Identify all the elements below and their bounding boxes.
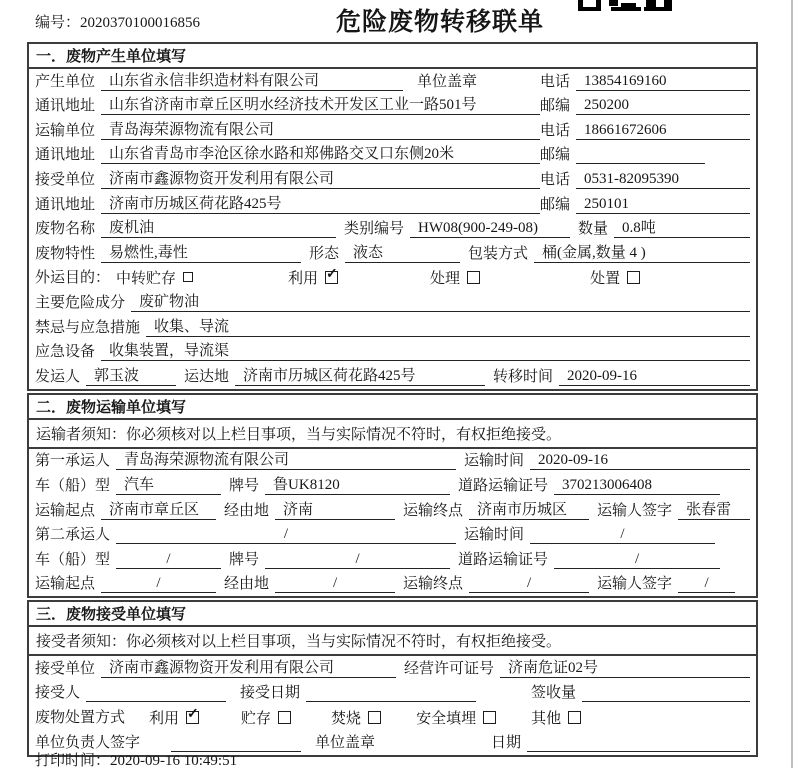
unit-seal-label: 单位盖章 <box>315 734 376 751</box>
license-value: 济南危证02号 <box>500 656 750 678</box>
purpose-option-utilize <box>288 267 338 288</box>
purpose-option-transfer <box>116 267 193 288</box>
receiver-notice: 接受者须知：你必须核对以上栏目事项，当与实际情况不符时，有权拒绝接受。 <box>29 627 756 656</box>
packing-value: 桶(金属,数量 4 ) <box>534 241 750 263</box>
destination-value: 济南市历城区荷花路425号 <box>235 364 485 386</box>
disposal-option-label: 焚烧 <box>331 711 362 728</box>
transporter-address-label: 通讯地址 <box>35 147 96 164</box>
transporter-phone-value: 18661672606 <box>576 122 750 140</box>
row-receiver <box>29 167 756 192</box>
receiver-address-value: 济南市历城区荷花路425号 <box>101 192 540 214</box>
route2-via-value: / <box>275 575 395 593</box>
row-producer <box>29 69 756 94</box>
disposal-option-label: 其他 <box>531 711 562 728</box>
plate1-label: 牌号 <box>229 477 260 494</box>
equipment-value: 收集装置，导流渠 <box>101 339 750 361</box>
row-vehicle2 <box>29 547 756 572</box>
purpose-option-dispose <box>590 267 640 288</box>
carrier1-label: 第一承运人 <box>35 453 111 470</box>
disposal-option-utilize <box>149 707 199 728</box>
waste-category-value: HW08(900-249-08) <box>410 220 570 238</box>
producer-label: 产生单位 <box>35 73 96 90</box>
shipper-value: 郭玉波 <box>86 364 176 386</box>
receive-unit-label: 接受单位 <box>35 660 96 677</box>
vehicle1-value: 汽车 <box>116 473 221 495</box>
property-value: 易燃性,毒性 <box>101 241 301 263</box>
row-vehicle1 <box>29 473 756 498</box>
row-dispatch <box>29 364 756 389</box>
transfer-time-value: 2020-09-16 <box>559 368 750 386</box>
license-label: 经营许可证号 <box>404 660 495 677</box>
disposal-option-store <box>241 707 291 728</box>
transporter-phone-label: 电话 <box>540 122 571 139</box>
purpose-option-label: 中转贮存 <box>116 271 177 288</box>
accept-date-label: 接受日期 <box>240 685 301 702</box>
transporter-label: 运输单位 <box>35 122 96 139</box>
carrier2-label: 第二承运人 <box>35 527 111 544</box>
signoff-date-label: 日期 <box>491 734 522 751</box>
responsible-sign-label: 单位负责人签字 <box>35 734 141 751</box>
row-carrier1 <box>29 449 756 474</box>
route1-sign-label: 运输人签字 <box>597 502 673 519</box>
hazard-value: 废矿物油 <box>131 290 750 312</box>
checkbox-icon <box>627 271 640 284</box>
purpose-option-label: 处理 <box>430 271 461 288</box>
section-transport <box>27 393 758 599</box>
carrier2-time-value: / <box>530 526 715 544</box>
receive-unit-value: 济南市鑫源物资开发利用有限公司 <box>101 656 396 678</box>
check-mark-icon: ✓ <box>326 267 338 283</box>
receiver-phone-label: 电话 <box>540 171 571 188</box>
carrier2-time-label: 运输时间 <box>464 527 525 544</box>
row-purpose <box>29 266 756 291</box>
packing-label: 包装方式 <box>468 245 529 262</box>
plate2-label: 牌号 <box>229 551 260 568</box>
accept-person-value <box>86 685 226 702</box>
producer-address-value: 山东省济南市章丘区明水经济技术开发区工业一路501号 <box>101 93 540 115</box>
row-transporter <box>29 118 756 143</box>
transport-notice: 运输者须知：你必须核对以上栏目事项，当与实际情况不符时，有权拒绝接受。 <box>29 420 756 449</box>
producer-zip-label: 邮编 <box>540 98 571 115</box>
route2-end-value: / <box>469 575 589 593</box>
row-transporter-address <box>29 143 756 168</box>
producer-phone-label: 电话 <box>540 73 571 90</box>
row-disposal <box>29 705 756 730</box>
row-equipment <box>29 340 756 365</box>
accept-person-label: 接受人 <box>35 685 81 702</box>
disposal-option-label: 安全填埋 <box>416 711 477 728</box>
transfer-time-label: 转移时间 <box>493 368 554 385</box>
route1-via-value: 济南 <box>275 498 395 520</box>
receiver-address-label: 通讯地址 <box>35 196 96 213</box>
checkbox-icon <box>368 711 381 724</box>
section-transport-heading: 二．废物运输单位填写 <box>29 395 756 420</box>
row-waste-name <box>29 217 756 242</box>
checkbox-icon <box>483 711 496 724</box>
carrier2-value: / <box>116 526 456 544</box>
section-producer <box>27 42 758 391</box>
producer-address-label: 通讯地址 <box>35 98 96 115</box>
transporter-zip-label: 邮编 <box>540 147 571 164</box>
purpose-option-treat <box>430 267 480 288</box>
permit1-label: 道路运输证号 <box>458 477 549 494</box>
row-route1 <box>29 498 756 523</box>
destination-label: 运达地 <box>184 368 230 385</box>
accept-date-value <box>306 685 476 702</box>
form-value: 液态 <box>345 241 460 263</box>
checkbox-icon <box>467 271 480 284</box>
property-label: 废物特性 <box>35 245 96 262</box>
serial-label: 编号： <box>35 15 81 31</box>
receiver-zip-value: 250101 <box>576 196 750 214</box>
receiver-label: 接受单位 <box>35 171 96 188</box>
transporter-address-value: 山东省青岛市李沧区徐水路和郑佛路交叉口东侧20米 <box>101 142 540 164</box>
purpose-option-label: 利用 <box>288 271 319 288</box>
receiver-value: 济南市鑫源物资开发利用有限公司 <box>101 167 540 189</box>
checkbox-icon <box>183 272 193 282</box>
disposal-option-other <box>531 707 581 728</box>
section-receiver-heading: 三．废物接受单位填写 <box>29 602 756 627</box>
transporter-zip-value <box>576 147 705 164</box>
row-carrier2 <box>29 523 756 548</box>
section-producer-heading: 一．废物产生单位填写 <box>29 44 756 69</box>
vehicle1-label: 车（船）型 <box>35 477 111 494</box>
serial-number: 2020370100016856 <box>80 15 201 31</box>
purpose-label: 外运目的： <box>35 270 111 287</box>
checkbox-checked-icon <box>325 267 338 284</box>
carrier1-time-value: 2020-09-16 <box>530 452 750 470</box>
check-mark-icon: ✓ <box>187 707 199 723</box>
row-accept <box>29 681 756 706</box>
carrier1-value: 青岛海荣源物流有限公司 <box>116 448 456 470</box>
checkbox-icon <box>278 711 291 724</box>
carrier1-time-label: 运输时间 <box>464 453 525 470</box>
signoff-date-value <box>527 735 750 752</box>
section-receiver <box>27 600 758 756</box>
accept-amount-value <box>582 685 750 702</box>
disposal-option-landfill <box>416 707 496 728</box>
row-route2 <box>29 572 756 597</box>
waste-name-value: 废机油 <box>101 216 336 238</box>
manifest-form <box>27 42 758 759</box>
route2-via-label: 经由地 <box>224 576 270 593</box>
transporter-value: 青岛海荣源物流有限公司 <box>101 118 540 140</box>
producer-zip-value: 250200 <box>576 97 750 115</box>
vehicle2-label: 车（船）型 <box>35 551 111 568</box>
disposal-option-label: 利用 <box>149 711 180 728</box>
row-receiver-address <box>29 192 756 217</box>
route1-end-label: 运输终点 <box>403 502 464 519</box>
row-emergency <box>29 315 756 340</box>
scan-edge-line <box>791 0 793 768</box>
route2-start-label: 运输起点 <box>35 576 96 593</box>
emergency-value: 收集、导流 <box>146 315 750 337</box>
permit2-label: 道路运输证号 <box>458 551 549 568</box>
vehicle2-value: / <box>116 551 221 569</box>
waste-category-label: 类别编号 <box>344 221 405 238</box>
print-time-label: 打印时间： <box>35 753 111 768</box>
route2-sign-value: / <box>678 575 735 593</box>
route1-start-value: 济南市章丘区 <box>101 498 216 520</box>
receiver-phone-value: 0531-82095390 <box>576 171 750 189</box>
purpose-option-label: 处置 <box>590 271 621 288</box>
waste-quantity-label: 数量 <box>578 221 609 238</box>
row-waste-property <box>29 241 756 266</box>
route1-via-label: 经由地 <box>224 502 270 519</box>
route2-end-label: 运输终点 <box>403 576 464 593</box>
row-receive-unit <box>29 656 756 681</box>
permit1-value: 370213006408 <box>554 477 720 495</box>
producer-seal-label: 单位盖章 <box>417 73 478 90</box>
route1-sign-value: 张春雷 <box>678 498 750 520</box>
equipment-label: 应急设备 <box>35 344 96 361</box>
print-time-line <box>35 749 237 768</box>
checkbox-icon <box>568 711 581 724</box>
producer-value: 山东省永信非织造材料有限公司 <box>101 69 403 91</box>
route1-end-value: 济南市历城区 <box>469 498 589 520</box>
form-label: 形态 <box>309 245 340 262</box>
plate2-value: / <box>265 551 450 569</box>
disposal-option-label: 贮存 <box>241 711 272 728</box>
permit2-value: / <box>554 551 720 569</box>
waste-name-label: 废物名称 <box>35 221 96 238</box>
checkbox-checked-icon <box>186 707 199 724</box>
producer-phone-value: 13854169160 <box>576 73 750 91</box>
route2-sign-label: 运输人签字 <box>597 576 673 593</box>
row-producer-address <box>29 94 756 119</box>
disposal-option-incinerate <box>331 707 381 728</box>
route2-start-value: / <box>101 575 216 593</box>
page-title: 危险废物转移联单 <box>335 8 544 36</box>
emergency-label: 禁忌与应急措施 <box>35 319 141 336</box>
shipper-label: 发运人 <box>35 368 81 385</box>
plate1-value: 鲁UK8120 <box>265 473 450 495</box>
disposal-label: 废物处置方式 <box>35 710 126 727</box>
hazard-label: 主要危险成分 <box>35 294 126 311</box>
receiver-zip-label: 邮编 <box>540 196 571 213</box>
print-time-value: 2020-09-16 10:49:51 <box>110 753 238 768</box>
waste-quantity-value: 0.8吨 <box>614 216 750 238</box>
accept-amount-label: 签收量 <box>531 685 577 702</box>
route1-start-label: 运输起点 <box>35 502 96 519</box>
row-hazard <box>29 290 756 315</box>
